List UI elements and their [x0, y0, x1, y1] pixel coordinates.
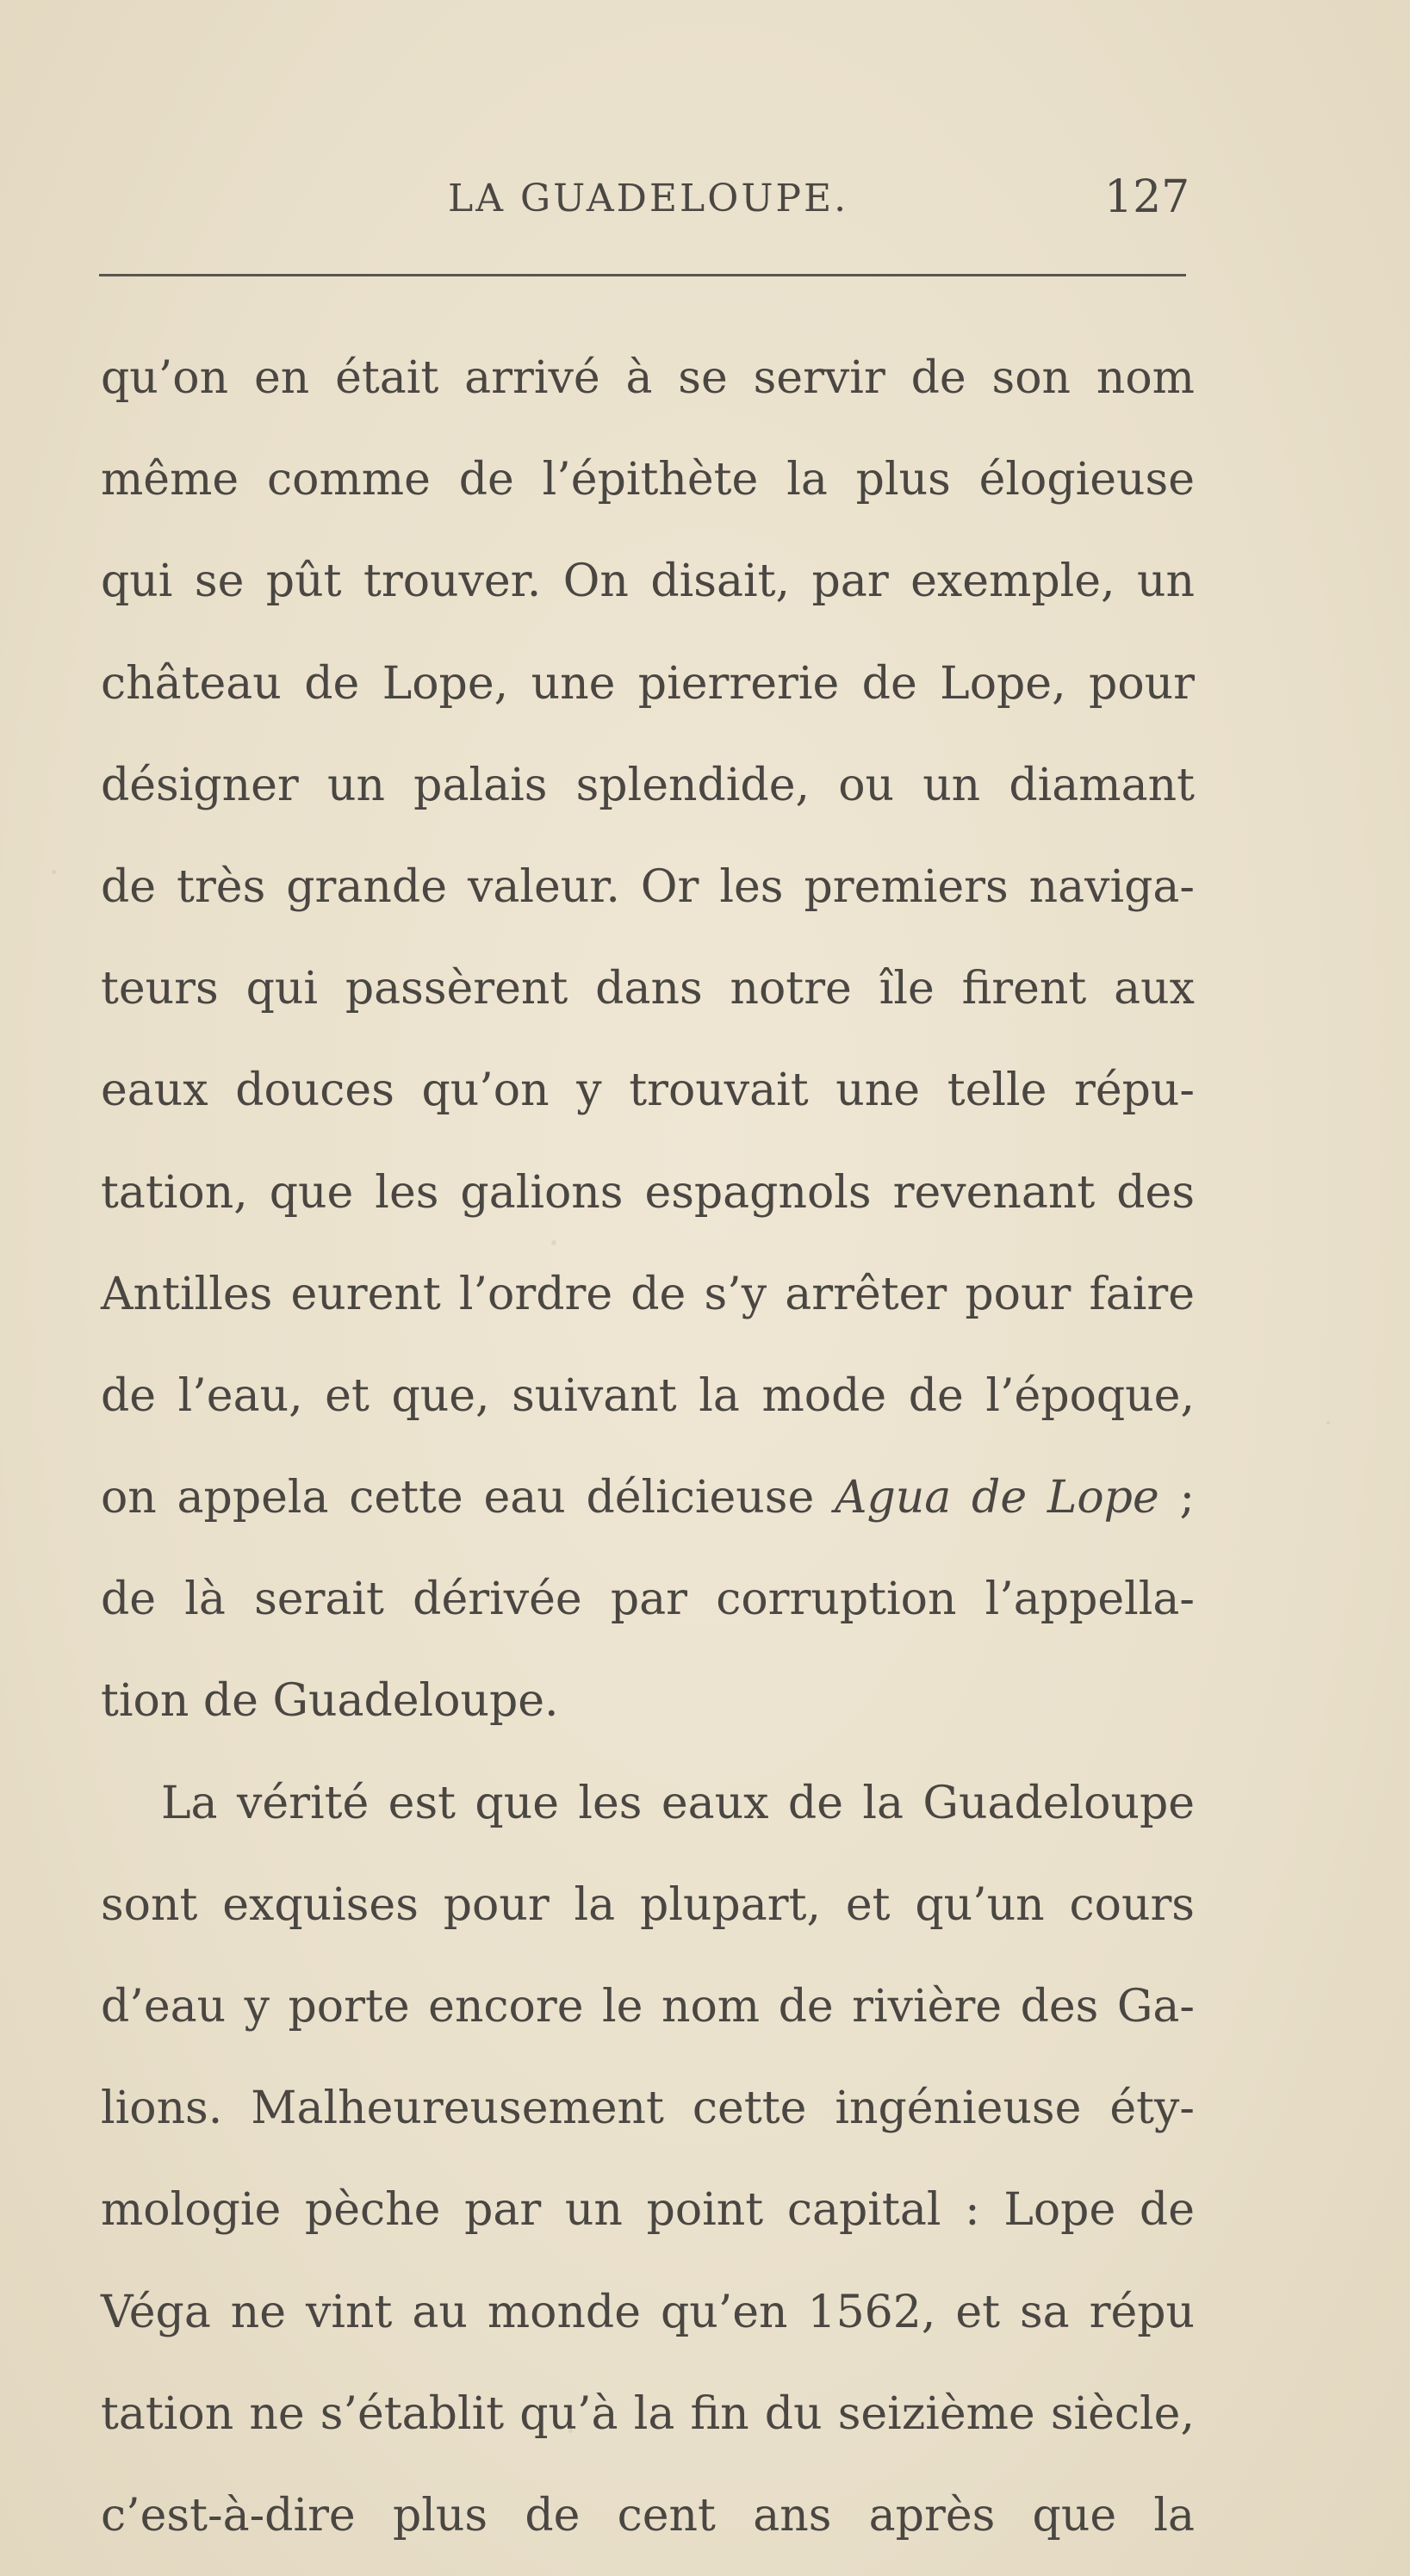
text-line: eaux douces qu’on y trouvait une telle répu-	[101, 1065, 1195, 1117]
text-line: mologie pèche par un point capital : Lope de	[101, 2184, 1195, 2237]
text-line: teurs qui passèrent dans notre île firent aux	[101, 963, 1195, 1015]
page-header	[0, 171, 1410, 237]
text-line: qui se pût trouver. On disait, par exemple, un	[101, 556, 1195, 608]
running-title: LA GUADELOUPE.	[448, 177, 849, 220]
header-rule	[99, 274, 1186, 276]
text-line: d’eau y porte encore le nom de rivière des Ga-	[101, 1981, 1195, 2033]
text-line: de là serait dérivée par corruption l’appella-	[101, 1574, 1195, 1626]
paper-spot	[1326, 1421, 1330, 1425]
text-line: c’est-à-dire plus de cent ans après que la	[101, 2489, 1195, 2542]
text-line: de très grande valeur. Or les premiers naviga-	[101, 860, 1195, 913]
text-segment: ;	[1158, 1472, 1195, 1524]
text-line: Véga ne vint au monde qu’en 1562, et sa répu	[101, 2286, 1195, 2338]
text-line: même comme de l’épithète la plus élogieuse	[101, 454, 1195, 506]
text-line: sont exquises pour la plupart, et qu’un cours	[101, 1878, 1195, 1931]
text-line	[101, 1447, 1195, 1549]
paper-spot	[52, 870, 56, 874]
text-line: désigner un palais splendide, ou un diamant	[101, 759, 1195, 811]
text-line: qu’on en était arrivé à se servir de son nom	[101, 352, 1195, 404]
text-line: château de Lope, une pierrerie de Lope, pour	[101, 657, 1195, 710]
body-text	[101, 327, 1195, 2567]
text-line: tation, que les galions espagnols revenant des	[101, 1166, 1195, 1219]
text-line: tion de Guadeloupe.	[101, 1675, 559, 1728]
text-line: Antilles eurent l’ordre de s’y arrêter pour faire	[101, 1268, 1195, 1320]
page-number: 127	[1104, 171, 1190, 223]
text-line: lions. Malheureusement cette ingénieuse éty-	[101, 2083, 1195, 2135]
text-line: de l’eau, et que, suivant la mode de l’époque,	[101, 1369, 1195, 1422]
italic-phrase: Agua de Lope	[834, 1472, 1159, 1524]
text-segment: on appela cette eau délicieuse	[101, 1472, 835, 1524]
text-line: tation ne s’établit qu’à la fin du seizième siècle,	[101, 2387, 1195, 2440]
paragraph-first-line: La vérité est que les eaux de la Guadeloupe	[161, 1777, 1195, 1829]
